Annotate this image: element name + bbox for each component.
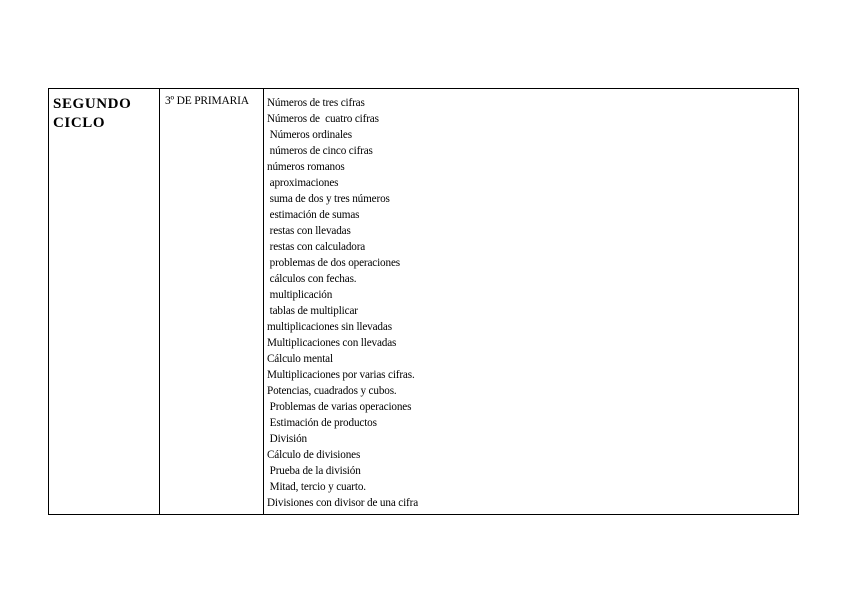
topic-item: números romanos	[267, 161, 345, 173]
topics-list	[267, 95, 798, 511]
grade-label: 3º DE PRIMARIA	[165, 95, 249, 107]
topic-item: Divisiones con divisor de una cifra	[267, 497, 419, 509]
topic-item: cálculos con fechas.	[267, 273, 357, 285]
grade-cell	[160, 89, 264, 514]
topic-item: Cálculo mental	[267, 353, 333, 365]
topics-cell	[264, 89, 798, 514]
topic-item: Problemas de varias operaciones	[267, 401, 412, 413]
topic-item: Potencias, cuadrados y cubos.	[267, 385, 397, 397]
topic-item: Números de tres cifras	[267, 97, 365, 109]
topic-item: aproximaciones	[267, 177, 339, 189]
topic-item: multiplicaciones sin llevadas	[267, 321, 392, 333]
topic-item: multiplicación	[267, 289, 333, 301]
curriculum-table	[48, 88, 799, 515]
topic-item: tablas de multiplicar	[267, 305, 358, 317]
topic-item: Números ordinales	[267, 129, 352, 141]
cycle-cell	[49, 89, 160, 514]
topic-item: Multiplicaciones con llevadas	[267, 337, 397, 349]
topic-item: Multiplicaciones por varias cifras.	[267, 369, 415, 381]
cycle-label: SEGUNDO CICLO	[53, 96, 132, 131]
topic-item: Números de cuatro cifras	[267, 113, 379, 125]
topic-item: números de cinco cifras	[267, 145, 373, 157]
topic-item: suma de dos y tres números	[267, 193, 390, 205]
topic-item: estimación de sumas	[267, 209, 360, 221]
topic-item: Prueba de la división	[267, 465, 361, 477]
topic-item: restas con calculadora	[267, 241, 366, 253]
topic-item: Mitad, tercio y cuarto.	[267, 481, 366, 493]
topic-item: restas con llevadas	[267, 225, 351, 237]
topic-item: División	[267, 433, 307, 445]
topic-item: Estimación de productos	[267, 417, 377, 429]
topic-item: Cálculo de divisiones	[267, 449, 361, 461]
topic-item: problemas de dos operaciones	[267, 257, 400, 269]
